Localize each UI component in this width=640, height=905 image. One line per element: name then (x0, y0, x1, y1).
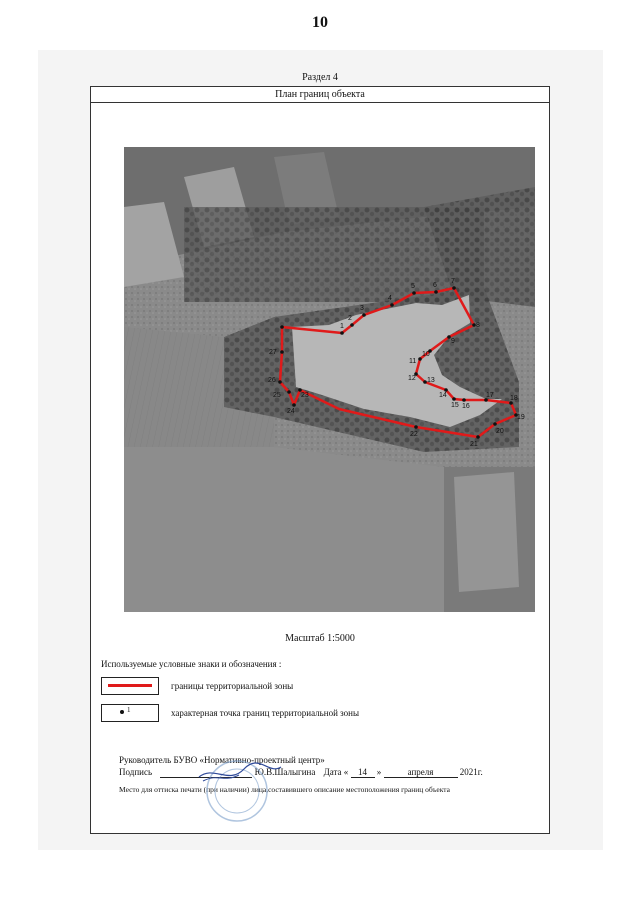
legend-boundary-row (101, 677, 293, 695)
boundary-plan-frame (90, 86, 550, 834)
point-label: 2 (348, 315, 352, 322)
point-label: 8 (476, 322, 480, 329)
point-label: 26 (268, 377, 276, 384)
legend-point-text: характерная точка границ территориальной зоны (171, 708, 360, 718)
signature-line: Подпись Ю.В.Шалыгина Дата « 14 » апреля 2021г. (119, 767, 483, 777)
point-label: 4 (388, 295, 392, 302)
page-number: 10 (312, 14, 328, 31)
date-day: 14 (351, 767, 375, 778)
point-label: 3 (360, 305, 364, 312)
point-label: 7 (451, 278, 455, 285)
head-line: Руководитель БУВО «Нормативно-проектный центр» (119, 755, 325, 765)
point-label: 10 (422, 351, 430, 358)
legend-boundary-text: границы территориальной зоны (171, 681, 294, 691)
point-label: 13 (427, 377, 435, 384)
point-symbol: 1 (101, 704, 159, 722)
point-label: 21 (470, 441, 478, 448)
point-label: 22 (410, 431, 418, 438)
point-label: 5 (411, 283, 415, 290)
point-label: 20 (496, 428, 504, 435)
legend-point-row (101, 704, 359, 722)
point-label: 16 (462, 403, 470, 410)
point-label: 24 (287, 408, 295, 415)
boundary-symbol (101, 677, 159, 695)
point-label: 11 (409, 358, 417, 365)
aerial-map (124, 147, 535, 612)
date-month: апреля (384, 767, 458, 778)
point-label: 6 (433, 282, 437, 289)
plan-title: План границ объекта (91, 87, 549, 103)
point-label: 27 (269, 349, 277, 356)
point-label: 18 (510, 395, 518, 402)
stamp-seal (189, 755, 285, 827)
point-label: 19 (517, 414, 525, 421)
section-heading: Раздел 4 (302, 72, 338, 83)
point-label: 17 (486, 392, 494, 399)
point-label: 9 (451, 338, 455, 345)
point-label: 23 (301, 392, 309, 399)
point-label: 25 (273, 392, 281, 399)
map-scale: Масштаб 1:5000 (285, 633, 355, 644)
legend-heading: Используемые условные знаки и обозначения : (101, 659, 282, 669)
point-label: 1 (340, 323, 344, 330)
point-label: 12 (408, 375, 416, 382)
stamp-note: Место для оттиска печати (при наличии) лица,составившего описание местоположения границ объекта (119, 785, 450, 794)
point-label: 15 (451, 402, 459, 409)
point-label: 14 (439, 392, 447, 399)
